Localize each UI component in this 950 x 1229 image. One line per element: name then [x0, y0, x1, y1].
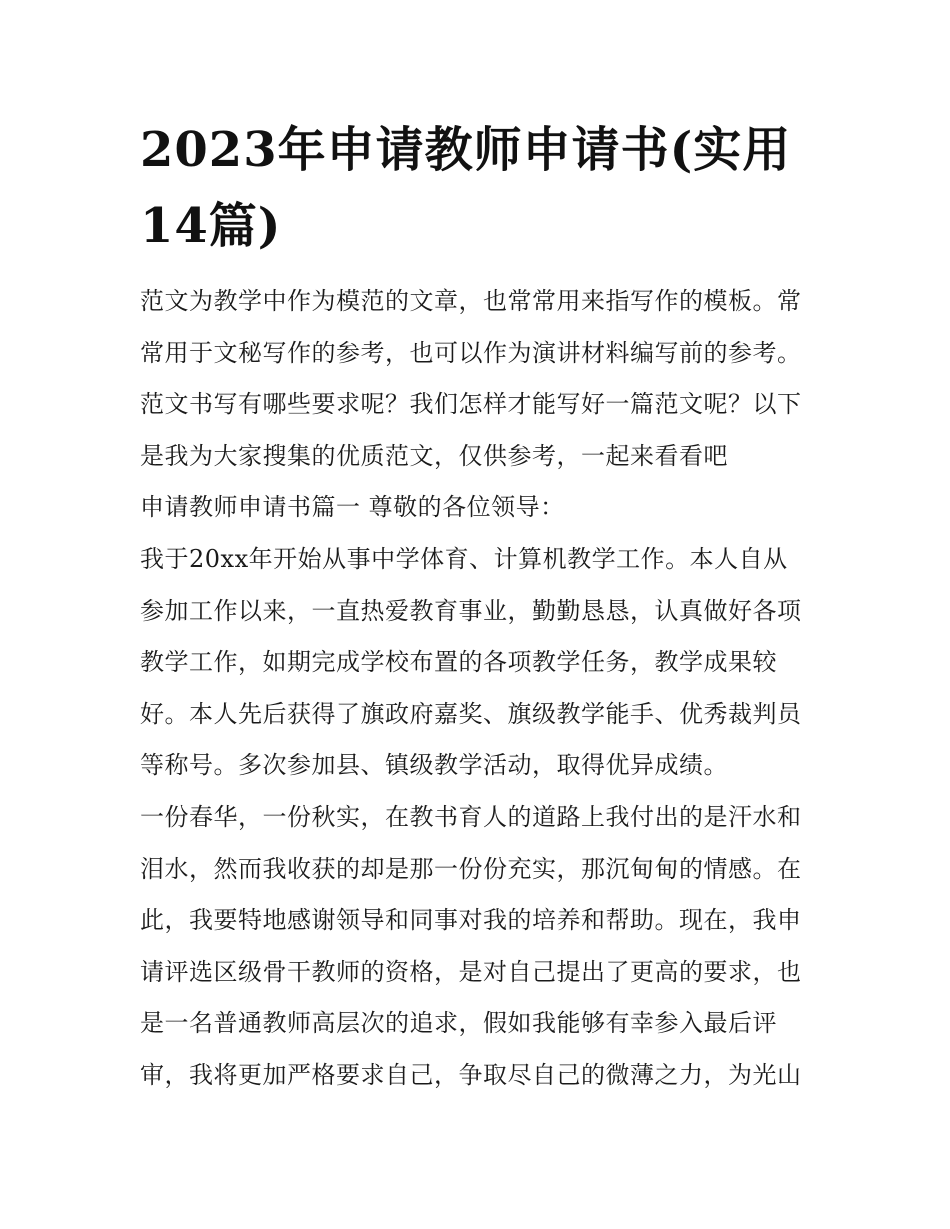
- body-line: 是我为大家搜集的优质范文，仅供参考，一起来看看吧: [140, 441, 728, 470]
- section-heading-line: 申请教师申请书篇一 尊敬的各位领导：: [140, 493, 565, 522]
- document-body: [140, 276, 830, 1102]
- body-line: 一份春华，一份秋实，在教书育人的道路上我付出的是汗水和: [140, 802, 802, 831]
- body-line: 等称号。多次参加县、镇级教学活动，取得优异成绩。: [140, 751, 728, 780]
- body-line: 范文书写有哪些要求呢？我们怎样才能写好一篇范文呢？以下: [140, 390, 802, 419]
- body-line: 请评选区级骨干教师的资格，是对自己提出了更高的要求，也: [140, 957, 802, 986]
- body-line: 我于20xx年开始从事中学体育、计算机教学工作。本人自从: [140, 544, 788, 573]
- body-line: 好。本人先后获得了旗政府嘉奖、旗级教学能手、优秀裁判员: [140, 699, 802, 728]
- body-line: 常用于文秘写作的参考，也可以作为演讲材料编写前的参考。: [140, 338, 802, 367]
- body-line: 范文为教学中作为模范的文章，也常常用来指写作的模板。常: [140, 287, 802, 315]
- document-title: 2023年申请教师申请书(实用14篇): [140, 122, 792, 254]
- body-line: 泪水，然而我收获的却是那一份份充实，那沉甸甸的情感。在: [140, 854, 802, 883]
- body-line: 此，我要特地感谢领导和同事对我的培养和帮助。现在，我申: [140, 906, 802, 935]
- body-line: 参加工作以来，一直热爱教育事业，勤勤恳恳，认真做好各项: [140, 596, 802, 625]
- body-line: 教学工作，如期完成学校布置的各项教学任务，教学成果较: [140, 648, 777, 677]
- body-line: 审，我将更加严格要求自己，争取尽自己的微薄之力，为光山: [140, 1060, 802, 1089]
- body-line: 是一名普通教师高层次的追求，假如我能够有幸参入最后评: [140, 1009, 777, 1038]
